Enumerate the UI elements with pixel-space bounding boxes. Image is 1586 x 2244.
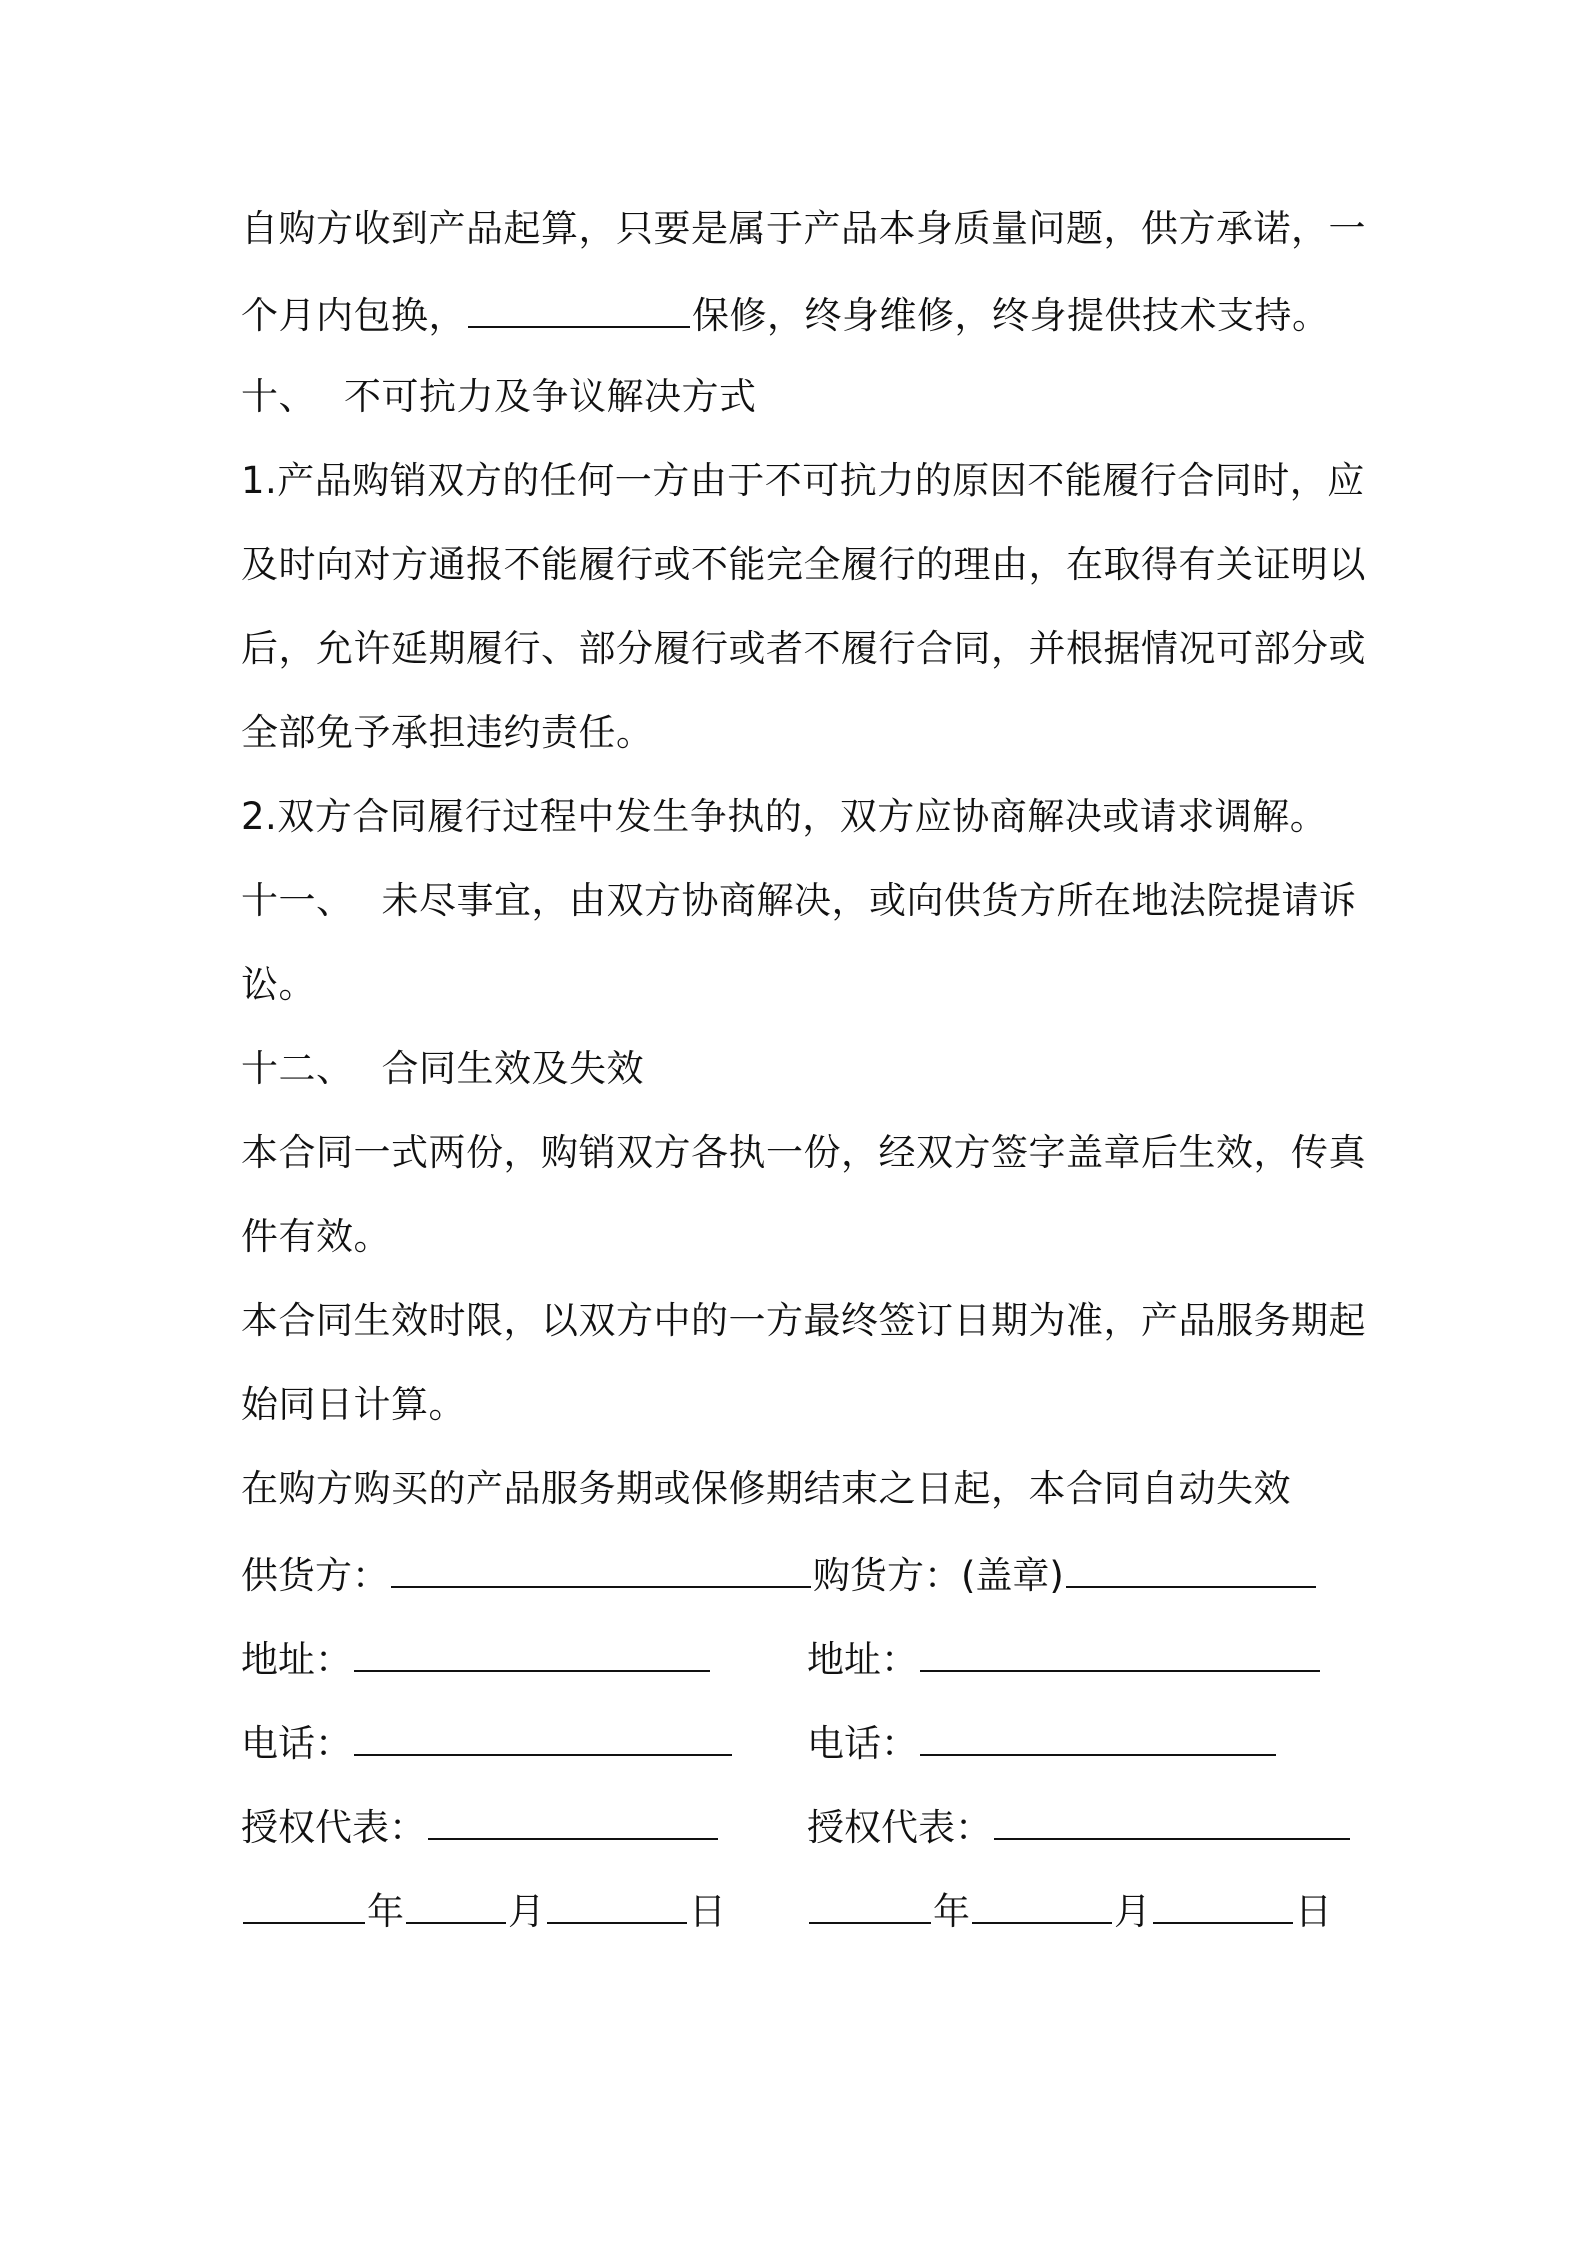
supplier-field [241,1542,1318,1607]
month-label: 月 [1114,1890,1151,1933]
clause-text: 本合同一式两份，购销双方各执一份，经双方签字盖章后生效，传真 [241,1131,1366,1174]
paragraph-line [241,1374,1361,1458]
clause-text: 2.双方合同履行过程中发生争执的，双方应协商解决或请求调解。 [241,795,1328,838]
section-title: 未尽事宜，由双方协商解决，或向供货方所在地法院提请诉 [381,879,1357,922]
supplier-address-blank [354,1626,710,1672]
signature-phone-row [241,1710,1361,1794]
supplier-rep-blank [428,1794,718,1840]
clause-text: 本合同生效时限，以双方中的一方最终签订日期为准，产品服务期起 [241,1299,1366,1342]
section-number: 十二、 [241,1047,354,1090]
buyer-address-field [807,1626,1322,1691]
clause-text: 件有效。 [241,1215,391,1258]
section-12-heading [241,1038,1361,1122]
supplier-blank [391,1542,811,1588]
warranty-text: 自购方收到产品起算，只要是属于产品本身质量问题，供方承诺，一 [241,207,1366,250]
day-blank [547,1878,687,1924]
signature-party-row [241,1542,1361,1626]
phone-label: 电话： [807,1722,918,1765]
paragraph-line [241,450,1365,534]
signature-date-row [241,1878,1361,1962]
paragraph-line [241,618,1366,702]
day-blank [1153,1878,1293,1924]
signature-representative-row [241,1794,1361,1878]
paragraph-line [241,954,1361,1038]
rep-label: 授权代表： [241,1806,426,1849]
year-blank [809,1878,931,1924]
supplier-phone-blank [354,1710,732,1756]
paragraph-line [241,282,1361,366]
clause-text: 及时向对方通报不能履行或不能完全履行的理由，在取得有关证明以 [241,543,1366,586]
warranty-text: 个月内包换， [241,294,466,337]
supplier-date-field [241,1878,726,1943]
month-blank [972,1878,1112,1924]
paragraph-line [241,534,1366,618]
buyer-blank [1066,1542,1316,1588]
buyer-phone-field [807,1710,1278,1775]
section-title: 合同生效及失效 [381,1047,644,1090]
year-label: 年 [367,1890,404,1933]
month-label: 月 [508,1890,545,1933]
section-10-heading [241,366,1361,450]
paragraph-line [241,1206,1361,1290]
supplier-phone-field [241,1710,734,1775]
clause-text: 1.产品购销双方的任何一方由于不可抗力的原因不能履行合同时，应 [241,459,1365,502]
clause-text: 在购方购买的产品服务期或保修期结束之日起，本合同自动失效 [241,1467,1291,1510]
supplier-label: 供货方： [241,1554,389,1597]
section-title: 不可抗力及争议解决方式 [344,375,757,418]
clause-text: 后，允许延期履行、部分履行或者不履行合同，并根据情况可部分或 [241,627,1366,670]
clause-text: 全部免予承担违约责任。 [241,711,654,754]
day-label: 日 [1295,1890,1332,1933]
buyer-phone-blank [920,1710,1276,1756]
contract-body [241,198,1366,1962]
year-blank [243,1878,365,1924]
day-label: 日 [689,1890,726,1933]
buyer-rep-blank [994,1794,1350,1840]
clause-text: 讼。 [241,963,316,1006]
month-blank [406,1878,506,1924]
signature-address-row [241,1626,1361,1710]
buyer-rep-field [807,1794,1352,1859]
buyer-address-blank [920,1626,1320,1672]
supplier-address-field [241,1626,712,1691]
paragraph-line [241,702,1361,786]
buyer-label: 购货方：(盖章) [813,1554,1064,1597]
rep-label: 授权代表： [807,1806,992,1849]
address-label: 地址： [241,1638,352,1681]
warranty-text: 保修，终身维修，终身提供技术支持。 [692,294,1330,337]
section-number: 十、 [241,375,316,418]
paragraph-line [241,1290,1366,1374]
paragraph-line [241,1458,1361,1542]
warranty-period-blank [468,282,690,328]
section-number: 十一、 [241,879,354,922]
section-11-heading [241,870,1361,954]
supplier-rep-field [241,1794,720,1859]
address-label: 地址： [807,1638,918,1681]
paragraph-line [241,1122,1366,1206]
clause-text: 始同日计算。 [241,1383,466,1426]
paragraph-line [241,786,1361,870]
buyer-date-field [807,1878,1332,1943]
phone-label: 电话： [241,1722,352,1765]
year-label: 年 [933,1890,970,1933]
paragraph-line [241,198,1366,282]
